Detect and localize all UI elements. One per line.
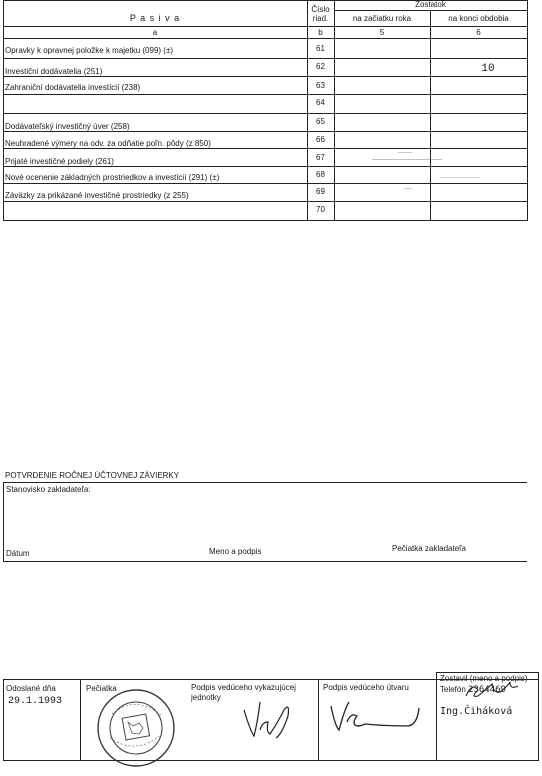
row-number: 62 (316, 62, 325, 71)
row-label: Dodávateľský investičný úver (258) (5, 122, 130, 131)
row-label: Prijaté investičné podiely (261) (5, 157, 114, 166)
row-number: 69 (316, 187, 325, 196)
signature-zostavil-icon (462, 678, 522, 704)
header-col-6: 6 (476, 28, 481, 37)
official-stamp (92, 686, 180, 770)
row-end-value: 10 (481, 63, 495, 75)
header-riad: riad. (312, 14, 329, 23)
header-cislo: Číslo (311, 5, 330, 14)
header-col-a: a (152, 28, 158, 37)
row-label: Opravky k opravnej položke k majetku (099) (±) (5, 46, 174, 55)
podpis-utvar-label: Podpis vedúceho útvaru (323, 683, 409, 692)
podpis-vedouci-label: Podpis vedúceho vykazujúcej jednotky (191, 683, 296, 702)
zostavil-label: Zostavil (meno a podpis) (440, 674, 528, 683)
header-zostatok: Zostatok (415, 0, 446, 9)
row-number: 67 (316, 153, 325, 162)
header-pasiva: P a s i v a (129, 13, 181, 23)
row-label: Záväzky za prikázané investičné prostriedky (z 255) (5, 191, 189, 200)
row-number: 61 (316, 44, 325, 53)
signature-utvar-icon (325, 690, 435, 740)
telefon-value: 2364469 (468, 685, 506, 695)
stanovisko-label: Stanovisko zakladateľa: (6, 485, 91, 494)
odoslane-date: 29.1.1993 (8, 696, 63, 707)
row-number: 68 (316, 170, 325, 179)
row-number: 66 (316, 135, 325, 144)
header-col-b: b (318, 28, 323, 37)
telefon-label: Telefón (440, 685, 466, 694)
row-label: Nové ocenenie základných prostriedkov a investícií (291) (±) (5, 173, 220, 182)
row-label: Investični dodávatelia (251) (5, 67, 103, 76)
row-label: Zahraniční dodávatelia investícií (238) (5, 83, 141, 92)
row-number: 65 (316, 117, 325, 126)
header-end: na konci obdobia (448, 14, 509, 23)
zostavil-name: Ing.Čiháková (440, 706, 513, 717)
signature-vedouci-icon (238, 690, 308, 746)
meno-podpis-label: Meno a podpis (209, 547, 262, 556)
datum-label: Dátum (6, 549, 30, 558)
header-start: na začiatku roka (352, 14, 412, 23)
confirmation-title: POTVRDENIE ROČNEJ ÚČTOVNEJ ZÁVIERKY (5, 471, 180, 480)
row-label: Neuhradené výmery na odv. za odňatie poľn. pôdy (z 850) (5, 139, 211, 148)
header-col-5: 5 (379, 28, 385, 37)
row-number: 70 (316, 205, 325, 214)
peciatka-label: Pečiatka (86, 684, 117, 693)
row-number: 64 (316, 98, 325, 107)
peciatka-zakladatela-label: Pečiatka zakladateľa (392, 544, 466, 553)
row-number: 63 (316, 81, 325, 90)
odoslane-label: Odoslané dňa (6, 684, 56, 693)
